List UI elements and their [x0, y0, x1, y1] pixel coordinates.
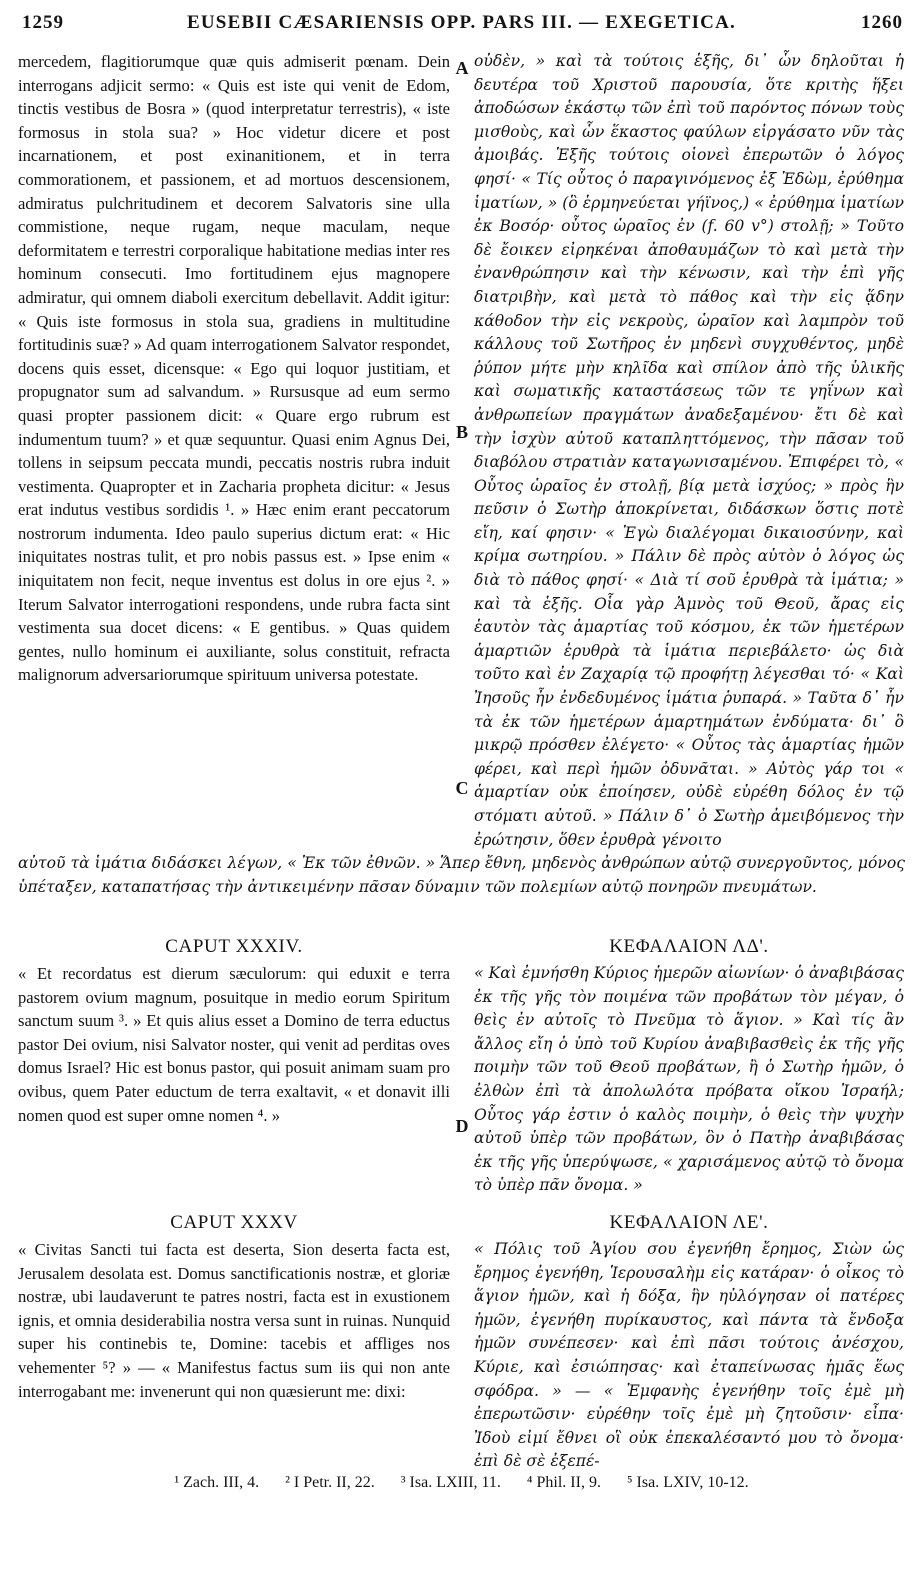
greek-continuation [18, 852, 905, 924]
latin-text-chapter-34: « Et recordatus est dierum sæculorum: qui eduxit e terra pastorem ovium magnum, posuitque in medio eorum Spiritum sanctum suum ³. » Et quis alius esset a Domino de terra eductus pastor Dei ovium, nisi Salvator noster, qui venit ad perditas oves domus Israel? Hic est bonus pastor, qui posuit animam suam pro ovibus, quem Pater eductum de terra exaltavit, « et donavit illi nomen quod est super omne nomen ⁴. » [18, 964, 450, 1125]
latin-column-chapter-34 [18, 962, 450, 1194]
footnotes [18, 1474, 905, 1500]
chapter-heading-latin-35: CAPUT XXXV [170, 1212, 298, 1233]
footnote: ² I Petr. II, 22. [285, 1474, 375, 1491]
footnote: ³ Isa. LXIII, 11. [400, 1474, 501, 1491]
margin-letter-a: A [455, 58, 469, 78]
page-number-left: 1259 [22, 12, 64, 33]
footnote: ⁴ Phil. II, 9. [526, 1474, 601, 1491]
margin-letter-b: B [455, 422, 468, 442]
margin-letter-d: D [455, 1116, 469, 1136]
page-number-right: 1260 [861, 12, 903, 33]
chapter-heading-greek-35: ΚΕΦΑΛΑΙΟΝ ΛΕ'. [609, 1212, 769, 1233]
chapter-heading-latin-34: CAPUT XXXIV. [165, 936, 303, 957]
chapter-heading-greek-34: ΚΕΦΑΛΑΙΟΝ ΛΔ'. [609, 936, 769, 957]
running-head [18, 8, 905, 38]
greek-column-chapter-34 [474, 962, 904, 1206]
latin-column-chapter-35 [18, 1238, 450, 1454]
greek-text-intro: οὐδὲν, » καὶ τὰ τούτοις ἑξῆς, δι᾽ ὧν δηλοῦται ἡ δευτέρα τοῦ Χριστοῦ παρουσία, ὅτε κριτὴς ἥξει ἀποδώσων ἑκάστῳ τῶν ἐπὶ τοῦ παρόντος πόνων τοὺς μισθοὺς, καὶ ὧν ἕκαστος φαύλων εἰργάσατο νῦν τὰς ἀμοιβάς. Ἑξῆς τούτοις οἱονεὶ ἐπερωτῶν ὁ λόγος φησί· « Τίς οὗτος ὁ παραγινόμενος ἐξ Ἐδὼμ, ἐρύθημα ἱματίων, » (ὃ ἑρμηνεύεται γήϊνος,) « ἐρύθημα ἱματίων ἐκ Βοσόρ· οὗτος ὡραῖος ἐν (f. 60 v°) στολῇ; » Τοῦτο δὲ ἔοικεν εἰρηκέναι ἀποθαυμάζων τὸ καὶ μετὰ τὴν ἐνανθρώπησιν καὶ τὴν κένωσιν, καὶ τὴν ἐπὶ γῆς διατριβὴν, καὶ μετὰ τὸ πάθος καὶ τὴν εἰς ᾅδην κάθοδον τὴν εἰς νεκροὺς, ὡραῖον καὶ λαμπρὸν τοῦ κάλλους τοῦ Σωτῆρος ἐν μηδενὶ συγχυθέντος, μηδὲ ῥύπον μήτε μὴν κηλῖδα καὶ σπίλον ἀπὸ τῆς ὑλικῆς καὶ σωματικῆς καταστάσεως τῶν τε γηΐνων καὶ ἀνθρωπείων πραγμάτων ἀναδεξαμένου· ἔτι δὲ καὶ τὴν ἰσχὺν αὐτοῦ καταπληττόμενος, τὴν πᾶσαν τοῦ διαβόλου στρατιὰν καταγωνισαμένου. Ἐπιφέρει τὸ, « Οὗτος ὡραῖος ἐν στολῇ, βίᾳ μετὰ ἰσχύος; » πρὸς ἣν πεῦσιν ὁ Σωτὴρ ἀποκρίνεται, διδάσκων ὅστις ποτὲ εἴη, καί φησιν· « Ἐγὼ διαλέγομαι δικαιοσύνην, καὶ κρίμα σωτηρίου. » Πάλιν δὲ πρὸς αὐτὸν ὁ λόγος ὡς διὰ τὸ πάθος φησί· « Διὰ τί σοῦ ἐρυθρὰ τὰ ἱμάτια; » καὶ τὰ ἑξῆς. Οἷα γὰρ Ἀμνὸς τοῦ Θεοῦ, ἄρας εἰς ἑαυτὸν τὰς ἁμαρτίας τοῦ κόσμου, ἐκ τῶν ἡμετέρων ἁμαρτιῶν ἐρυθρὰ τὰ ἱμάτια περιεβάλετο· ὡς διὰ τοῦτο καὶ ἐν Ζαχαρίᾳ τῷ προφήτῃ λέγεσθαι τό· « Καὶ Ἰησοῦς ἦν ἐνδεδυμένος ἱμάτια ῥυπαρά. » Ταῦτα δ᾽ ἦν τὰ ἐκ τῶν ἡμετέρων ἁμαρτημάτων ἐνδύματα· δι᾽ ὃ μικρῷ πρόσθεν ἐλέγετο· « Οὗτος τὰς ἁμαρτίας ἡμῶν φέρει, καὶ περὶ ἡμῶν ὀδυνᾶται. » Αὐτὸς γάρ τοι « ἁμαρτίαν οὐκ ἐποίησεν, οὐδὲ εὑρέθη δόλος ἐν τῷ στόματι αὐτοῦ. » Πάλιν δ᾽ ὁ Σωτὴρ ἀμειβόμενος τὴν ἐρώτησιν, ὅθεν ἐρυθρὰ γένοιτο [474, 52, 904, 849]
greek-column-chapter-35 [474, 1238, 904, 1471]
margin-letter-c: C [455, 778, 469, 798]
latin-text-intro: mercedem, flagitiorumque quæ quis admiserit pœnam. Dein interrogans adjicit sermo: « Quis est iste qui venit de Edom, tinctis vestibus de Bosra » (quod interpretatur terrestris), « iste formosus in stola sua? » Hoc videtur dicere et post incarnationem, et post exinanitionem, et in terra commorationem, et passionem, et ad mortuos descensionem, admiratus pulchritudinem et decorem Salvatoris sine ulla commistione, neque rugam, neque maculam, neque deformitatem e terrestri corporalique habitatione medias inter res hominum consecuti. Imo fortitudinem ejus magnopere admiratur, qui omnem diaboli exercitum debellavit. Addit igitur: « Quis iste formosus in stola sua, gradiens in multitudine fortitudinis suæ? » Ad quam interrogationem Salvator respondet, docens quis esset, dicensque: « Ego qui loquor justitiam, et propugnator sum ad salvandum. » Rursusque ad eum sermo quasi propter passionem dicit: « Quare ergo rubrum est indumentum tuum? » et quæ sequuntur. Quasi enim Agnus Dei, tollens in seipsum peccata mundi, peccatis nostris rubra induit vestimenta. Quapropter et in Zacharia propheta dicitur: « Jesus erat indutus vestibus sordidis ¹. » Hæc enim erant peccatorum nostrorum indumenta. Ideo paulo superius dictum erat: « Hic iniquitates nostras tulit, et pro nobis passus est. » Ipse enim « iniquitatem non fecit, neque inventus est dolus in ore ejus ². » Iterum Salvator interrogationi respondens, unde rubra facta sint vestimenta sua docet dicens: « E gentibus. » Quas quidem gentes, nullo hominum ei auxiliante, solus constituit, refracta malignorum adversariorumque spirituum universa potestate. [18, 52, 450, 685]
greek-text-continuation: αὐτοῦ τὰ ἱμάτια διδάσκει λέγων, « Ἐκ τῶν ἐθνῶν. » Ἅπερ ἔθνη, μηδενὸς ἀνθρώπων αὐτῷ συνεργοῦντος, μόνος ὑπέταξεν, καταπατήσας τὴν ἀντικειμένην πᾶσαν δύναμιν τῶν πολεμίων αὐτῷ πονηρῶν πνευμάτων. [18, 854, 905, 896]
greek-text-chapter-35: « Πόλις τοῦ Ἁγίου σου ἐγενήθη ἔρημος, Σιὼν ὡς ἔρημος ἐγενήθη, Ἱερουσαλὴμ εἰς κατάραν· ὁ οἶκος τὸ ἅγιον ἡμῶν, καὶ ἡ δόξα, ἣν ηὐλόγησαν οἱ πατέρες ἡμῶν, ἐγενήθη πυρίκαυστος, καὶ πάντα τὰ ἔνδοξα ἡμῶν συνέπεσεν· καὶ ἐπὶ πᾶσι τούτοις ἀνέσχου, Κύριε, καὶ ἐσιώπησας· καὶ ἐταπείνωσας ἡμᾶς ἕως σφόδρα. » — « Ἐμφανὴς ἐγενήθην τοῖς ἐμὲ μὴ ἐπερωτῶσιν· εὑρέθην τοῖς ἐμὲ μὴ ζητοῦσιν· εἶπα· Ἰδοὺ εἰμί ἔθνει οἳ οὐκ ἐπεκαλέσαντό μου τὸ ὄνομα· ἐπὶ δὲ σὲ ἐξεπέ- [474, 1240, 904, 1471]
greek-text-chapter-34: « Καὶ ἐμνήσθη Κύριος ἡμερῶν αἰωνίων· ὁ ἀναβιβάσας ἐκ τῆς γῆς τὸν ποιμένα τῶν προβάτων τὸν μέγαν, ὁ θεὶς ἐν αὐτοῖς τὸ Πνεῦμα τὸ ἅγιον. » Καὶ τίς ἂν ἄλλος εἴη ὁ ὑπὸ τοῦ Κυρίου ἀναβιβασθεὶς ἐκ τῆς γῆς ποιμὴν τῶν τοῦ Θεοῦ προβάτων, ἢ ὁ Σωτὴρ ἡμῶν, ὁ ἐλθὼν ἐπὶ τὰ ἀπολωλότα πρόβατα οἴκου Ἰσραήλ; Οὗτος γάρ ἐστιν ὁ καλὸς ποιμὴν, ὁ θεὶς τὴν ψυχὴν αὐτοῦ ὑπὲρ τῶν προβάτων, ὃν ὁ Πατὴρ ἀναβιβάσας ἐκ τῆς γῆς ὑπερύψωσε, « χαρισάμενος αὐτῷ τὸ ὄνομα τὸ ὑπὲρ πᾶν ὄνομα. » [474, 964, 904, 1195]
latin-text-chapter-35: « Civitas Sancti tui facta est deserta, Sion deserta facta est, Jerusalem desolata est. Domus sanctificationis nostræ, et gloriæ nostræ, ubi laudaverunt te patres nostri, facta est in exustionem ignis, et omnia desiderabilia nostra versa sunt in ruinas. Nunquid super his continebis te, Domine: tacebis et affliges nos vehementer ⁵? » — « Manifestus factus sum iis qui non ante interrogabant me: invenerunt qui non quæsierunt me: dixi: [18, 1240, 450, 1401]
running-title: EUSEBII CÆSARIENSIS OPP. PARS III. — EXEGETICA. [187, 12, 736, 33]
footnote: ¹ Zach. III, 4. [174, 1474, 260, 1491]
footnote: ⁵ Isa. LXIV, 10-12. [626, 1474, 749, 1491]
greek-column-intro [474, 50, 904, 852]
latin-column-intro [18, 50, 450, 852]
